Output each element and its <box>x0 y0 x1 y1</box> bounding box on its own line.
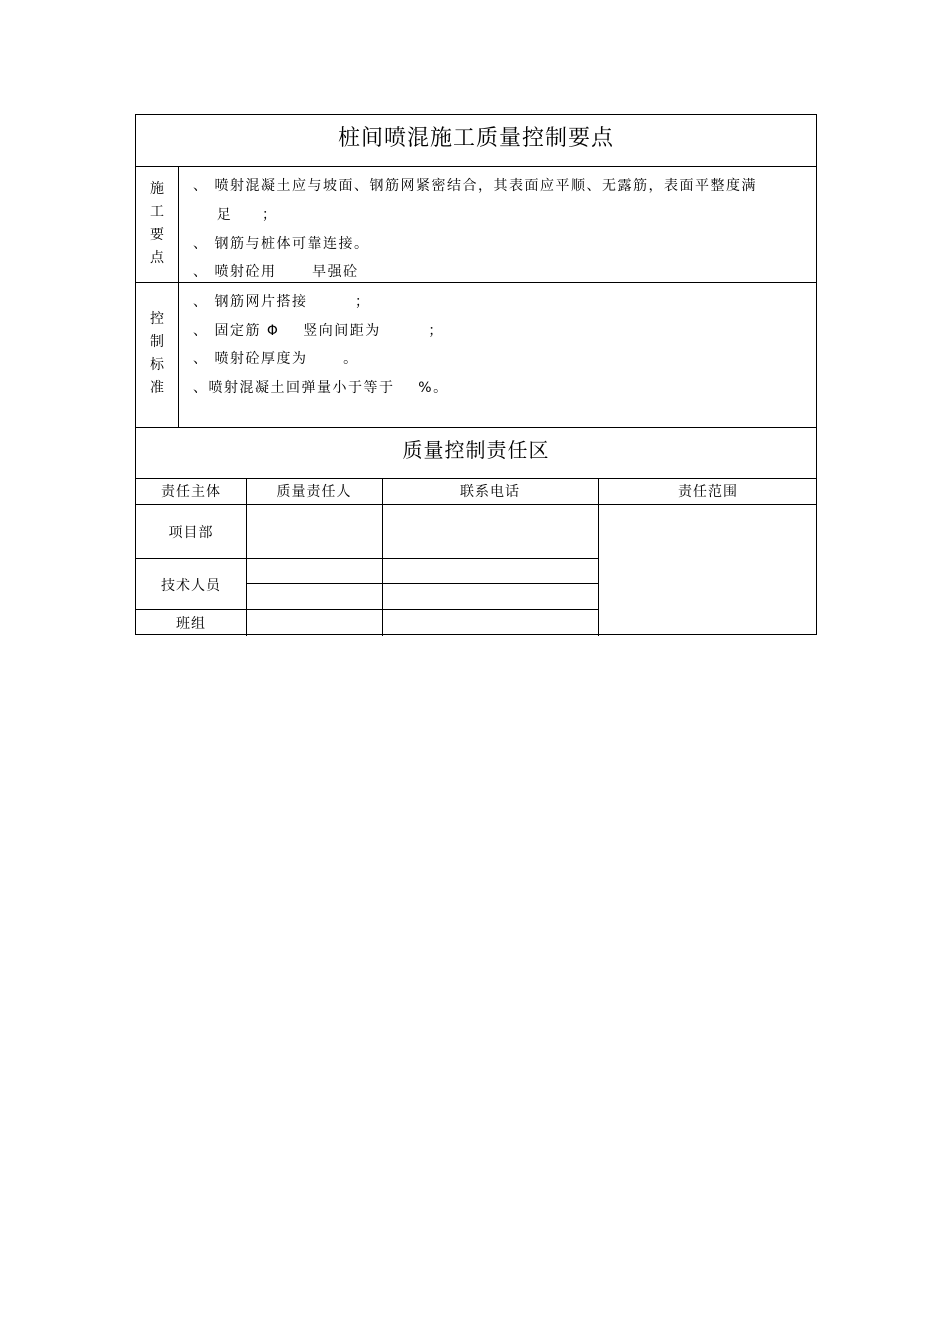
row-label-technical-staff: 技术人员 <box>161 578 221 594</box>
section1-line-1: 、 喷射混凝土应与坡面、钢筋网紧密结合，其表面应平顺、无露筋，表面平整度满 <box>193 178 757 194</box>
section1-line-4: 、 喷射砼用 早强砼 <box>193 264 359 280</box>
page-title: 桩间喷混施工质量控制要点 <box>337 126 614 151</box>
section1-line-3: 、 钢筋与桩体可靠连接。 <box>193 236 370 252</box>
table-col-divider <box>598 478 599 636</box>
divider <box>136 427 816 428</box>
label-column-divider <box>178 166 179 427</box>
divider <box>136 504 816 505</box>
quality-control-sheet <box>135 114 817 635</box>
header-phone: 联系电话 <box>460 484 520 500</box>
table-col-divider <box>246 478 247 636</box>
zone-title: 质量控制责任区 <box>402 438 550 462</box>
row-divider <box>136 609 598 610</box>
divider <box>136 478 816 479</box>
divider <box>136 166 816 167</box>
section1-label: 施 工 要 点 <box>150 181 164 266</box>
header-quality-owner: 质量责任人 <box>276 484 352 500</box>
section2-line-4: 、喷射混凝土回弹量小于等于 %。 <box>193 380 449 396</box>
header-scope: 责任范围 <box>678 484 738 500</box>
row-label-team: 班组 <box>176 616 206 632</box>
row-label-project-dept: 项目部 <box>168 525 214 541</box>
section2-line-2: 、 固定筋 Φ 竖向间距为 ； <box>193 323 444 339</box>
section2-line-1: 、 钢筋网片搭接 ； <box>193 294 371 310</box>
row-divider <box>136 558 598 559</box>
divider <box>136 282 816 283</box>
row-divider <box>246 583 598 584</box>
section2-line-3: 、 喷射砼厚度为 。 <box>193 351 359 367</box>
table-col-divider <box>382 478 383 636</box>
section1-line-2: 足 ； <box>193 207 278 223</box>
header-responsible-entity: 责任主体 <box>161 484 221 500</box>
section2-label: 控 制 标 准 <box>150 311 164 396</box>
